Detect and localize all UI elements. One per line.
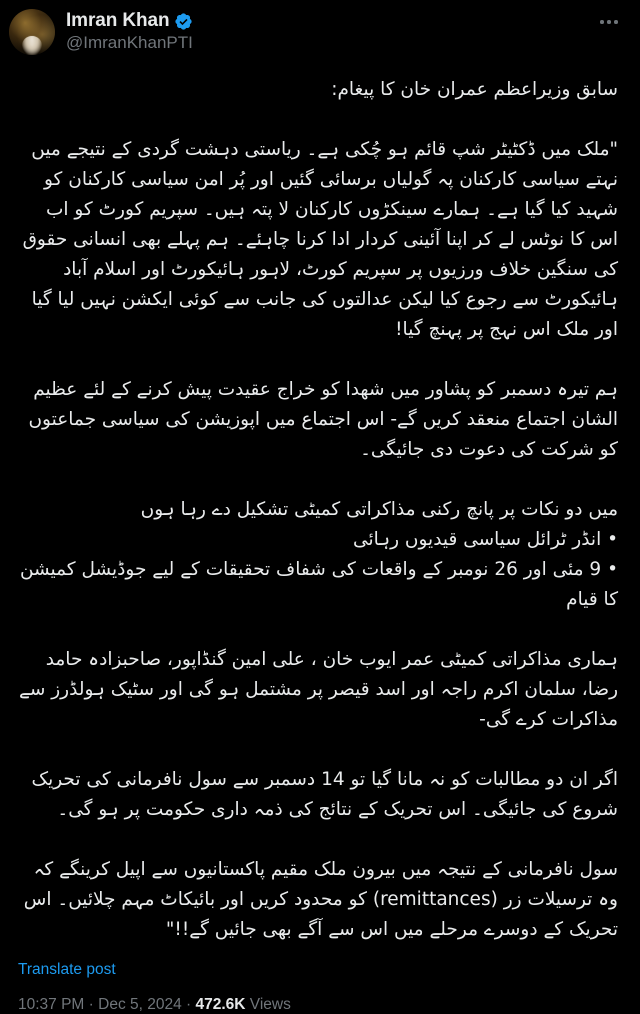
post-text-body [0,75,640,945]
author-identity [66,8,193,54]
meta-separator: · [181,996,196,1013]
translate-post-link[interactable]: Translate post [18,961,116,978]
avatar-image [9,9,55,55]
post-header [0,0,640,62]
post-paragraph-4: اگر ان دو مطالبات کو نہ مانا گیا تو 14 دسمبر سے سول نافرمانی کی تحریک شروع کی جائیگی۔ اس تحریک کے نتائج کی ذمہ داری حکومت پر ہو گی۔ [25,769,618,820]
post-paragraph-3: ہماری مذاکراتی کمیٹی عمر ایوب خان ، علی امین گنڈاپور، صاحبزادہ حامد رضا، سلمان اکرم راجہ اور اسد قیصر پر مشتمل ہو گی اور سٹیک ہولڈرز سے مذاکرات کرے گی- [13,649,618,730]
post-paragraph-5: سول نافرمانی کے نتیجہ میں بیرون ملک مقیم پاکستانیوں سے اپیل کرینگے کہ وہ ترسیلات زر (remittances) کو محدود کریں اور بائیکاٹ مہم چلائیں۔ اس تحریک کے دوسرے مرحلے میں اس سے آگے بھی جائیں گے!!" [17,859,618,940]
committee-intro: میں دو نکات پر پانچ رکنی مذاکراتی کمیٹی تشکیل دے رہا ہوں [140,499,618,520]
demands-list [14,525,618,615]
post-date: Dec 5, 2024 [98,996,182,1013]
list-item: • انڈر ٹرائل سیاسی قیدیوں رہائی [353,529,618,550]
avatar[interactable] [9,9,55,55]
verified-badge-icon [174,12,193,31]
post-heading-line: سابق وزیراعظم عمران خان کا پیغام: [331,79,618,100]
views-count: 472.6K [195,996,246,1013]
more-dot [614,20,618,24]
author-name-row [66,10,193,31]
views-label: Views [245,996,291,1013]
post-time: 10:37 PM [18,996,85,1013]
meta-separator: · [84,996,99,1013]
author-display-name[interactable]: Imran Khan [66,10,170,31]
post-paragraph-2: ہم تیرہ دسمبر کو پشاور میں شھدا کو خراج عقیدت پیش کرنے کے لئے عظیم الشان اجتماع منعقد کریں گے- اس اجتماع میں اپوزیشن کی سیاسی جماعتوں کو شرکت کی دعوت دی جائیگی۔ [22,379,618,460]
more-dot [607,20,611,24]
more-horizontal-icon[interactable] [596,13,622,31]
author-handle[interactable]: @ImranKhanPTI [66,33,193,53]
more-dot [600,20,604,24]
list-item: • 9 مئی اور 26 نومبر کے واقعات کی شفاف تحقیقات کے لیے جوڈیشل کمیشن کا قیام [14,559,618,610]
post-paragraph-1: "ملک میں ڈکٹیٹر شپ قائم ہو چُکی ہے۔ ریاستی دہشت گردی کے نتیجے میں نہتے سیاسی کارکنان پہ گولیاں برسائی گئیں اور پُر امن سیاسی کارکنان کو شہید کیا گیا ہے۔ ہمارے سینکڑوں کارکنان لا پتہ ہیں۔ سپریم کورٹ کو اب اس کا نوٹس لے کر اپنا آئینی کردار ادا کرنا چاہئے۔ ہم پہلے بھی انسانی حقوق کی سنگین خلاف ورزیوں پر سپریم کورٹ، لاہور ہائیکورٹ اور اسلام آباد ہائیکورٹ سے رجوع کیا لیکن عدالتوں کی جانب سے کوئی ایکشن نہیں لیا گیا اور ملک اس نہج پر پہنچ گیا! [16,139,618,340]
post-metadata [0,979,640,1014]
